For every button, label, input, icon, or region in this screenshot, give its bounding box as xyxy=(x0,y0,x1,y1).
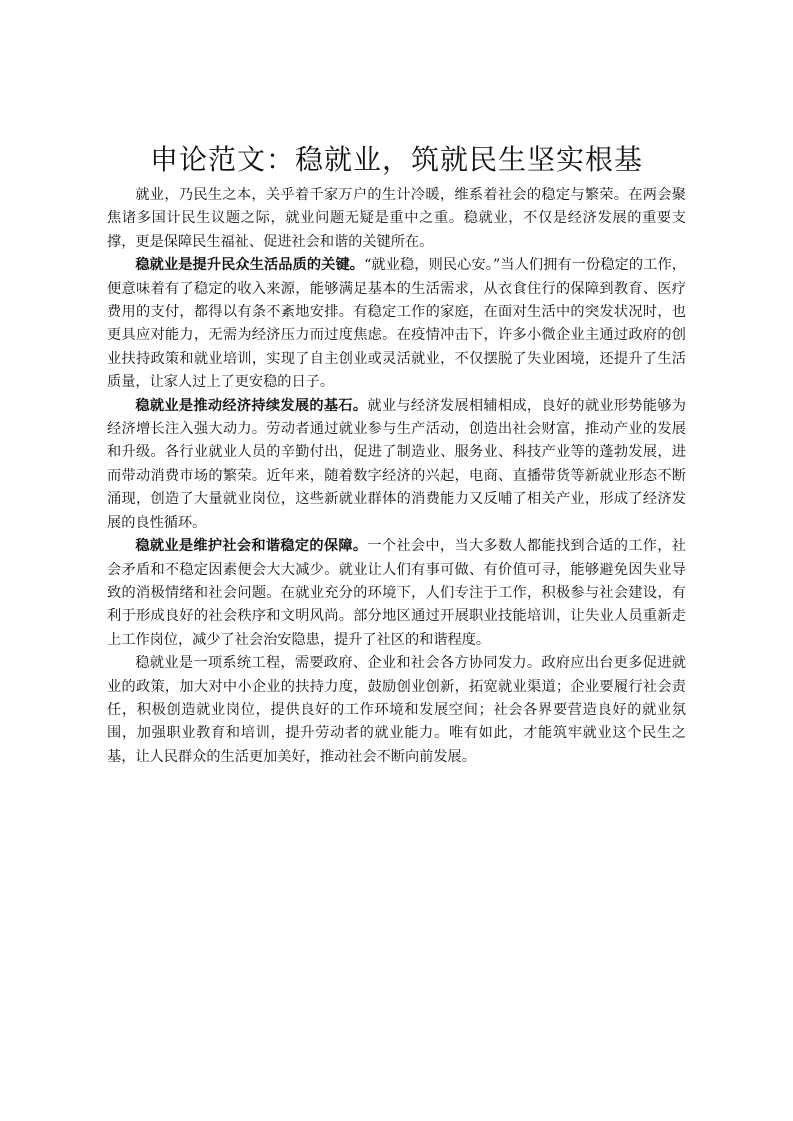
paragraph-text: 稳就业是一项系统工程，需要政府、企业和社会各方协同发力。政府应出台更多促进就业的政策，加大对中小企业的扶持力度，鼓励创业创新，拓宽就业渠道；企业要履行社会责任，积极创造就业岗位，提供良好的工作环境和发展空间；社会各界要营造良好的就业氛围，加强职业教育和培训，提升劳动者的就业能力。唯有如此，才能筑牢就业这个民生之基，让人民群众的生活更加美好，推动社会不断向前发展。 xyxy=(107,655,686,765)
paragraph-stability xyxy=(107,535,686,652)
paragraph-lead: 稳就业是推动经济持续发展的基石。 xyxy=(135,397,368,414)
paragraph-text: 就业，乃民生之本，关乎着千家万户的生计冷暖，维系着社会的稳定与繁荣。在两会聚焦诸多国计民生议题之际，就业问题无疑是重中之重。稳就业，不仅是经济发展的重要支撑，更是保障民生福祉、促进社会和谐的关键所在。 xyxy=(107,187,686,250)
paragraph-text: 一个社会中，当大多数人都能找到合适的工作，社会矛盾和不稳定因素便会大大减少。就业让人们有事可做、有价值可寻，能够避免因失业导致的消极情绪和社会问题。在就业充分的环境下，人们专注于工作，积极参与社会建设，有利于形成良好的社会秩序和文明风尚。部分地区通过开展职业技能培训，让失业人员重新走上工作岗位，减少了社会治安隐患，提升了社区的和谐程度。 xyxy=(107,538,686,648)
paragraph-conclusion xyxy=(107,652,686,769)
paragraph-intro xyxy=(107,184,686,254)
article-body xyxy=(107,140,686,769)
article-title: 申论范文：稳就业，筑就民生坚实根基 xyxy=(149,143,643,176)
paragraph-lead: 稳就业是提升民众生活品质的关键。 xyxy=(135,257,365,274)
paragraph-economy xyxy=(107,395,686,535)
paragraph-lead: 稳就业是维护社会和谐稳定的保障。 xyxy=(135,538,368,555)
paragraph-livelihood xyxy=(107,254,686,394)
paragraph-text: “就业稳，则民心安。”当人们拥有一份稳定的工作，便意味着有了稳定的收入来源，能够满足基本的生活需求，从衣食住行的保障到教育、医疗费用的支付，都得以有条不紊地安排。有稳定工作的家庭，在面对生活中的突发状况时，也更具应对能力，无需为经济压力而过度焦虑。在疫情冲击下，许多小微企业主通过政府的创业扶持政策和就业培训，实现了自主创业或灵活就业，不仅摆脱了失业困境，还提升了生活质量，让家人过上了更安稳的日子。 xyxy=(107,257,686,391)
paragraph-text: 就业与经济发展相辅相成，良好的就业形势能够为经济增长注入强大动力。劳动者通过就业参与生产活动，创造出社会财富，推动产业的发展和升级。各行业就业人员的辛勤付出，促进了制造业、服务业、科技产业等的蓬勃发展，进而带动消费市场的繁荣。近年来，随着数字经济的兴起，电商、直播带货等新就业形态不断涌现，创造了大量就业岗位，这些新就业群体的消费能力又反哺了相关产业，形成了经济发展的良性循环。 xyxy=(107,397,686,531)
